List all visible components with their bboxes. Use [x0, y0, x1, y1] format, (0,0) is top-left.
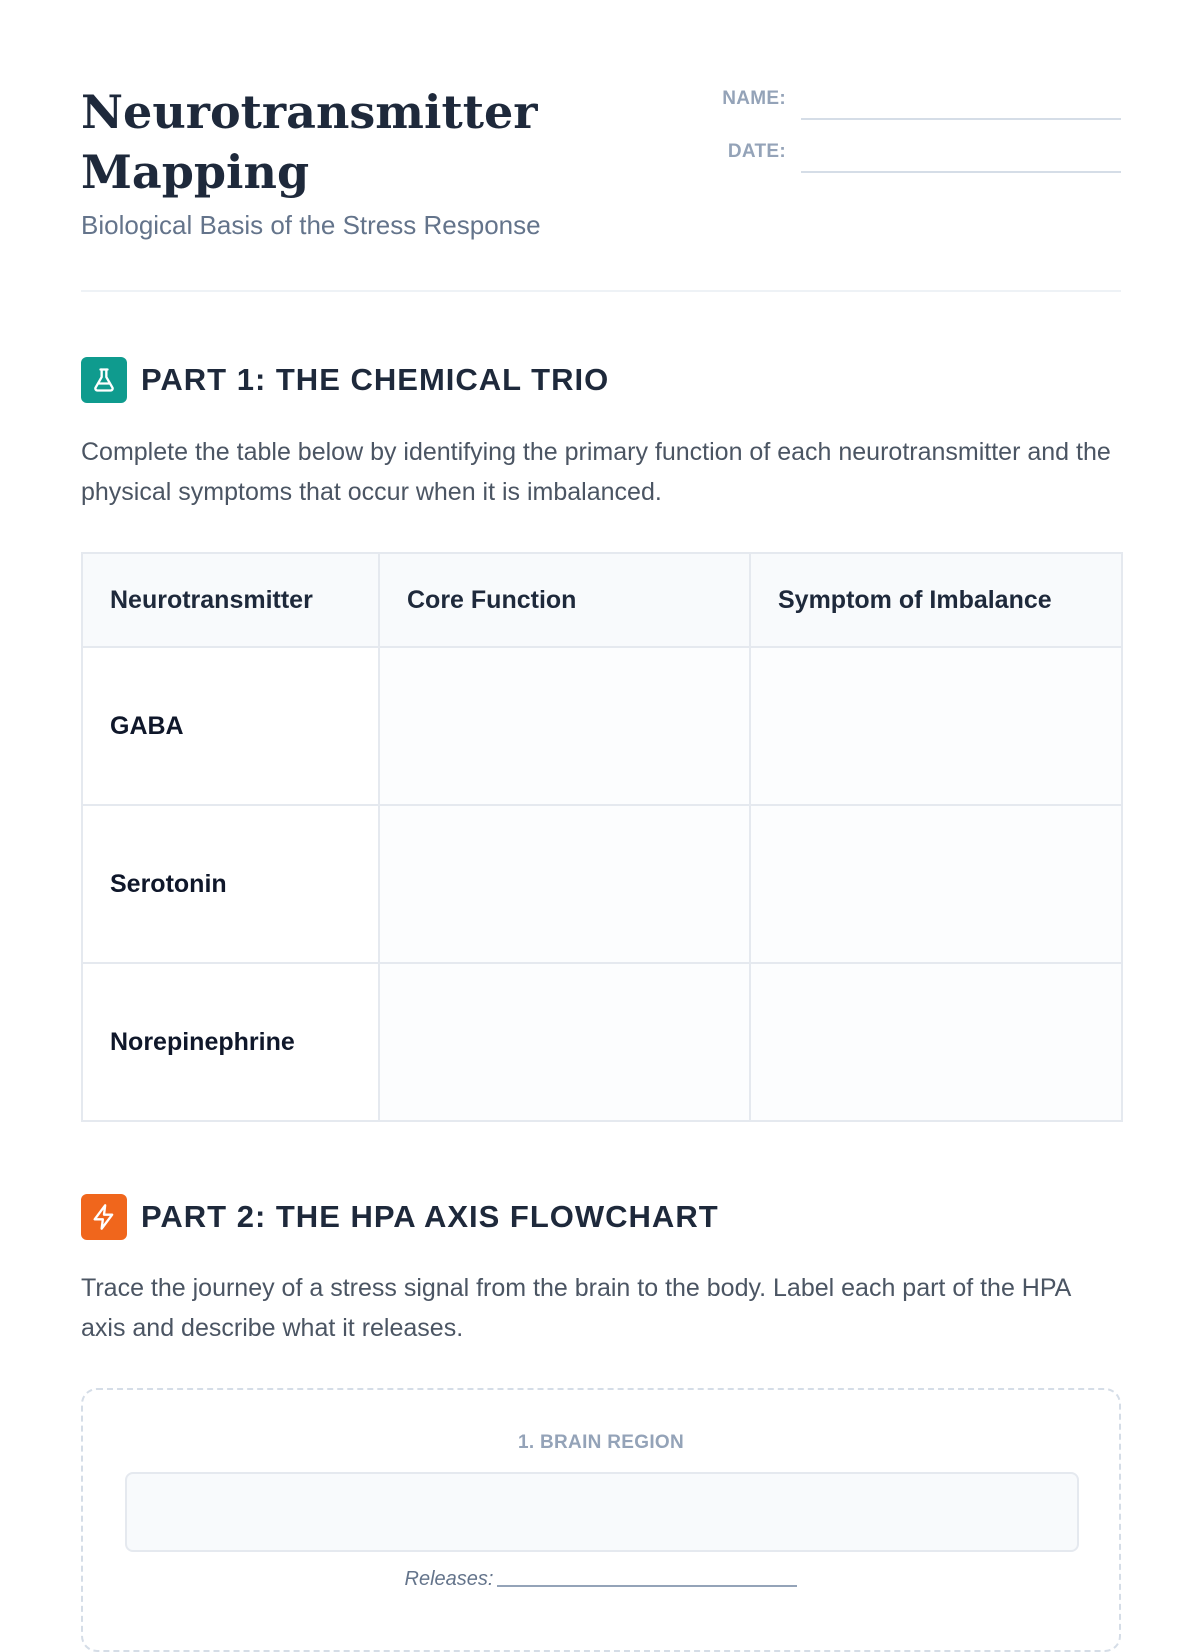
symptom-cell[interactable] [750, 805, 1122, 963]
column-header-core-function: Core Function [379, 553, 750, 647]
name-field[interactable] [801, 118, 1121, 120]
part1-title: PART 1: THE CHEMICAL TRIO [141, 362, 610, 397]
lightning-icon [81, 1194, 127, 1240]
worksheet-header [81, 0, 1121, 292]
page-title: Neurotransmitter Mapping [81, 85, 538, 199]
date-field[interactable] [801, 171, 1121, 173]
neurotransmitter-name: Norepinephrine [82, 963, 379, 1121]
date-field-row [701, 135, 1121, 175]
releases-row [83, 1568, 1119, 1591]
table-row [82, 963, 1122, 1121]
releases-label: Releases: [404, 1568, 494, 1590]
table-header-row [82, 553, 1122, 647]
neurotransmitter-name: Serotonin [82, 805, 379, 963]
name-label: NAME: [722, 88, 786, 109]
hpa-flowchart [81, 1388, 1121, 1652]
flask-icon [81, 357, 127, 403]
flowchart-step-label: 1. BRAIN REGION [517, 1432, 685, 1453]
releases-blank[interactable] [497, 1585, 797, 1587]
neurotransmitter-table [81, 552, 1123, 1122]
table-row [82, 647, 1122, 805]
part1-description: Complete the table below by identifying the primary function of each neurotransmitter and the physical symptoms that occur when it is imbalanced. [81, 438, 1111, 506]
brain-region-input[interactable] [125, 1472, 1079, 1552]
part2-title: PART 2: THE HPA AXIS FLOWCHART [141, 1199, 719, 1234]
table-row [82, 805, 1122, 963]
core-function-cell[interactable] [379, 805, 750, 963]
symptom-cell[interactable] [750, 647, 1122, 805]
part2-description: Trace the journey of a stress signal from the brain to the body. Label each part of the HPA axis and describe what it releases. [81, 1274, 1070, 1342]
core-function-cell[interactable] [379, 647, 750, 805]
worksheet-page [81, 0, 1121, 1590]
date-label: DATE: [727, 141, 786, 162]
column-header-neurotransmitter: Neurotransmitter [82, 553, 379, 647]
column-header-symptom: Symptom of Imbalance [750, 553, 1122, 647]
core-function-cell[interactable] [379, 963, 750, 1121]
name-field-row [701, 82, 1121, 122]
neurotransmitter-name: GABA [82, 647, 379, 805]
part2-heading [81, 1193, 719, 1241]
part1-heading [81, 356, 609, 404]
symptom-cell[interactable] [750, 963, 1122, 1121]
page-subtitle: Biological Basis of the Stress Response [81, 210, 541, 240]
